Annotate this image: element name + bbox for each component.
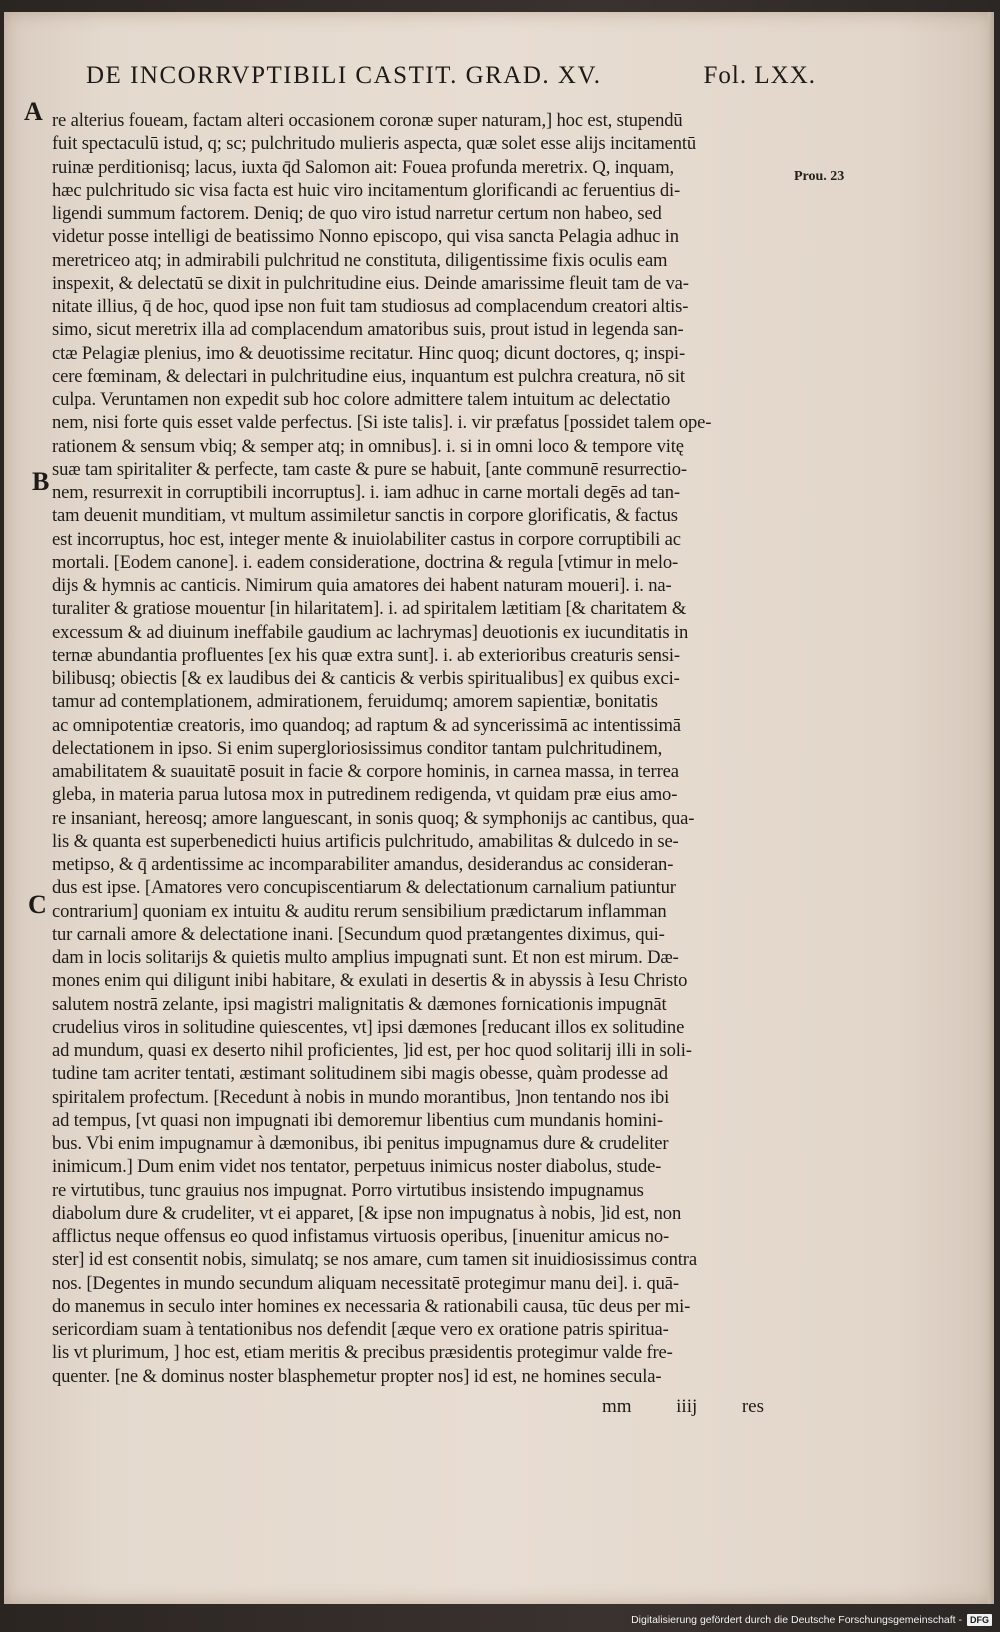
text-line: ac omnipotentiæ creatoris, imo quandoq; ad raptum & ad syncerissimā ac intentissimā (52, 714, 681, 736)
text-line: nem, nisi forte quis esset valde perfectus. [Si iste talis]. i. vir præfatus [possidet talem ope- (52, 412, 712, 434)
text-line: dijs & hymnis ac canticis. Nimirum quia amatores dei habent naturam moueri]. i. na- (52, 575, 672, 596)
text-line: mortali. [Eodem canone]. i. eadem consideratione, doctrina & regula [vtimur in melo- (52, 551, 679, 573)
text-line: lis vt plurimum, ] hoc est, etiam meritis & precibus præsidentis protegimur valde fre- (52, 1342, 673, 1364)
text-line: sericordiam suam à tentationibus nos defendit [æque vero ex oratione patris spiritua- (52, 1319, 669, 1340)
digitization-credit (631, 1614, 992, 1626)
text-line: nos. [Degentes in mundo secundum aliquam necessitatē protegimur manu dei]. i. quā- (52, 1272, 679, 1294)
text-line: dus est ipse. [Amatores vero concupiscentiarum & delectationum carnalium patiuntur (52, 877, 676, 899)
text-line: mones enim qui diligunt inibi habitare, & exulati in desertis & in abyssis à Iesu Christo (52, 970, 688, 992)
text-line: nitate illius, q̄ de hoc, quod ipse non fuit tam studiosus ad complacendum creatori altis- (52, 296, 689, 317)
text-line: excessum & ad diuinum ineffabile gaudium ac lachrymas] deuotionis ex iucunditatis in (52, 621, 689, 643)
text-line: ster] id est consentit nobis, simulatq; se nos amare, cum tamen sit inuidiosissimus contra (52, 1249, 697, 1271)
text-line: delectationem in ipso. Si enim supergloriosissimus conditor tantam pulchritudinem, (52, 737, 663, 759)
text-line: lis & quanta est superbenedicti huius artificis pulchritudo, amabilitas & dulcedo in se- (52, 830, 679, 852)
folio-number: Fol. LXX. (703, 62, 816, 89)
margin-letter-a: A (24, 97, 43, 126)
text-line: afflictus neque offensus eo quod infistamus virtuosis operibus, [inuenitur amicus no- (52, 1226, 670, 1247)
margin-note-reference: Prou. 23 (794, 169, 845, 184)
text-line: re virtutibus, tunc grauius nos impugnat. Porro virtutibus insistendo impugnamus (52, 1179, 644, 1201)
text-line: gleba, in materia parua lutosa mox in putredinem redigenda, vt quidam præ eius amo- (52, 784, 678, 806)
text-line: dam in locis solitarijs & quietis multo amplius impugnati sunt. Et non est mirum. Dæ- (52, 947, 679, 968)
text-line: metipso, & q̄ ardentissime ac incomparabiliter amandus, desiderandus ac consideran- (52, 854, 674, 875)
text-line: ad mundum, quasi ex deserto nihil proficientes, ]id est, per hoc quod solitarij illi in soli- (52, 1040, 692, 1061)
text-line: ligendi summum factorem. Deniq; de quo viro istud narretur certum non habeo, sed (52, 203, 662, 224)
text-line: turaliter & gratiose mouentur [in hilaritatem]. i. ad spiritalem lætitiam [& charitatem & (52, 598, 687, 620)
text-line: quenter. [ne & dominus noster blasphemetur propter nos] id est, ne homines secula- (52, 1365, 662, 1387)
text-line: nem, resurrexit in corruptibili incorruptus]. i. iam adhuc in carne mortali degēs ad tan- (52, 482, 680, 503)
text-line: spiritalem profectum. [Recedunt à nobis in mundo morantibus, ]non tentando nos ibi (52, 1086, 670, 1108)
text-line: ternæ abundantia profluentes [ex his quæ extra sunt]. i. ab exterioribus creaturis sensi- (52, 644, 680, 666)
text-line: crudelius viros in solitudine quiescentes, vt] ipsi dæmones [reducant illos ex solitudine (52, 1016, 685, 1038)
body-text (52, 109, 774, 1388)
text-line: bilibusq; obiectis [& ex laudibus dei & canticis & verbis spiritualibus] ex quibus exci- (52, 668, 680, 689)
book-page (4, 12, 994, 1604)
signature-line (602, 1396, 764, 1418)
text-line: hæc pulchritudo sic visa facta est huic viro incitamentum glorificandi ac feruentius di- (52, 179, 681, 201)
text-line: fuit spectaculū istud, q; sc; pulchritudo mulieris aspecta, quæ solet esse alijs incitamentū (52, 133, 697, 155)
text-line: do manemus in seculo inter homines ex necessaria & rationabili causa, tūc deus per mi- (52, 1295, 691, 1317)
signature-mark: mm (602, 1396, 632, 1417)
text-line: tam deuenit munditiam, vt multum assimiletur sanctis in corpore glorificatis, & factus (52, 505, 678, 527)
text-line: bus. Vbi enim impugnamur à dæmonibus, ibi penitus impugnamus dure & crudeliter (52, 1133, 669, 1154)
text-line: tamur ad contemplationem, admirationem, feruidumq; amorem sapientiæ, bonitatis (52, 691, 658, 713)
credit-text: Digitalisierung gefördert durch die Deutsche Forschungsgemeinschaft - (631, 1614, 962, 1626)
text-line: tur carnali amore & delectatione inani. [Secundum quod prætangentes diximus, qui- (52, 923, 665, 945)
running-header (86, 62, 816, 90)
text-line: ad tempus, [vt quasi non impugnati ibi demoremur libentius cum mundanis homini- (52, 1109, 663, 1131)
text-line: cere fœminam, & delectari in pulchritudine eius, inquantum est pulchra creatura, nō sit (52, 365, 685, 387)
text-line: contrarium] quoniam ex intuitu & auditu rerum sensibilium prædictarum inflamman (52, 900, 667, 922)
text-line: inimicum.] Dum enim videt nos tentator, perpetuus inimicus noster diabolus, stude- (52, 1156, 662, 1178)
text-line: est incorruptus, hoc est, integer mente & inuiolabiliter castus in corpore corruptibili ac (52, 528, 681, 550)
text-line: re insaniant, hereosq; amore languescant, in sonis quoq; & symphonijs ac cantibus, qua- (52, 807, 695, 829)
page-edge (988, 12, 994, 1604)
text-line: inspexit, & delectatū se dixit in pulchritudine eius. Deinde amarissime fleuit tam de va- (52, 272, 689, 294)
text-line: videtur posse intelligi de beatissimo Nonno episcopo, qui visa sancta Pelagia adhuc in (52, 226, 679, 248)
text-line: ruinæ perditionisq; lacus, iuxta q̄d Salomon ait: Fouea profunda meretrix. Q, inquam, (52, 156, 675, 178)
text-line: tudine tam acriter tentati, æstimant solitudinem sibi magis obesse, quàm prodesse ad (52, 1063, 668, 1085)
catchword: res (741, 1396, 764, 1417)
text-line: rationem & sensum vbiq; & semper atq; in omnibus]. i. si in omni loco & tempore vitę (52, 435, 684, 457)
leaf-number: iiij (676, 1396, 698, 1417)
text-line: amabilitatem & suauitatē posuit in facie & corpore hominis, in carnea massa, in terrea (52, 761, 679, 782)
text-line: meretriceo atq; in admirabili pulchritud ne constituta, diligentissime fixis oculis eam (52, 249, 668, 271)
text-line: ctæ Pelagiæ plenius, imo & deuotissime recitatur. Hinc quoq; dicunt doctores, q; inspi- (52, 342, 685, 364)
text-line: salutem nostrā zelante, ipsi magistri malignitatis & dæmones fornicationis impugnāt (52, 993, 667, 1015)
dfg-logo: DFG (967, 1614, 992, 1626)
running-title: DE INCORRVPTIBILI CASTIT. GRAD. XV. (86, 62, 602, 89)
text-line: simo, sicut meretrix illa ad complacendum amatoribus suis, prout istud in legenda san- (52, 319, 684, 341)
text-line: re alterius foueam, factam alteri occasionem coronæ super naturam,] hoc est, stupendū (52, 110, 683, 131)
margin-letter-c: C (28, 890, 47, 919)
text-line: culpa. Veruntamen non expedit sub hoc colore admittere talem intuitum ac delectatio (52, 389, 671, 410)
text-line: diabolum dure & crudeliter, vt ei apparet, [& ipse non impugnatus à nobis, ]id est, non (52, 1202, 682, 1224)
margin-letter-b: B (32, 467, 50, 496)
text-line: suæ tam spiritaliter & perfecte, tam caste & pure se habuit, [ante communē resurrectio- (52, 458, 687, 480)
